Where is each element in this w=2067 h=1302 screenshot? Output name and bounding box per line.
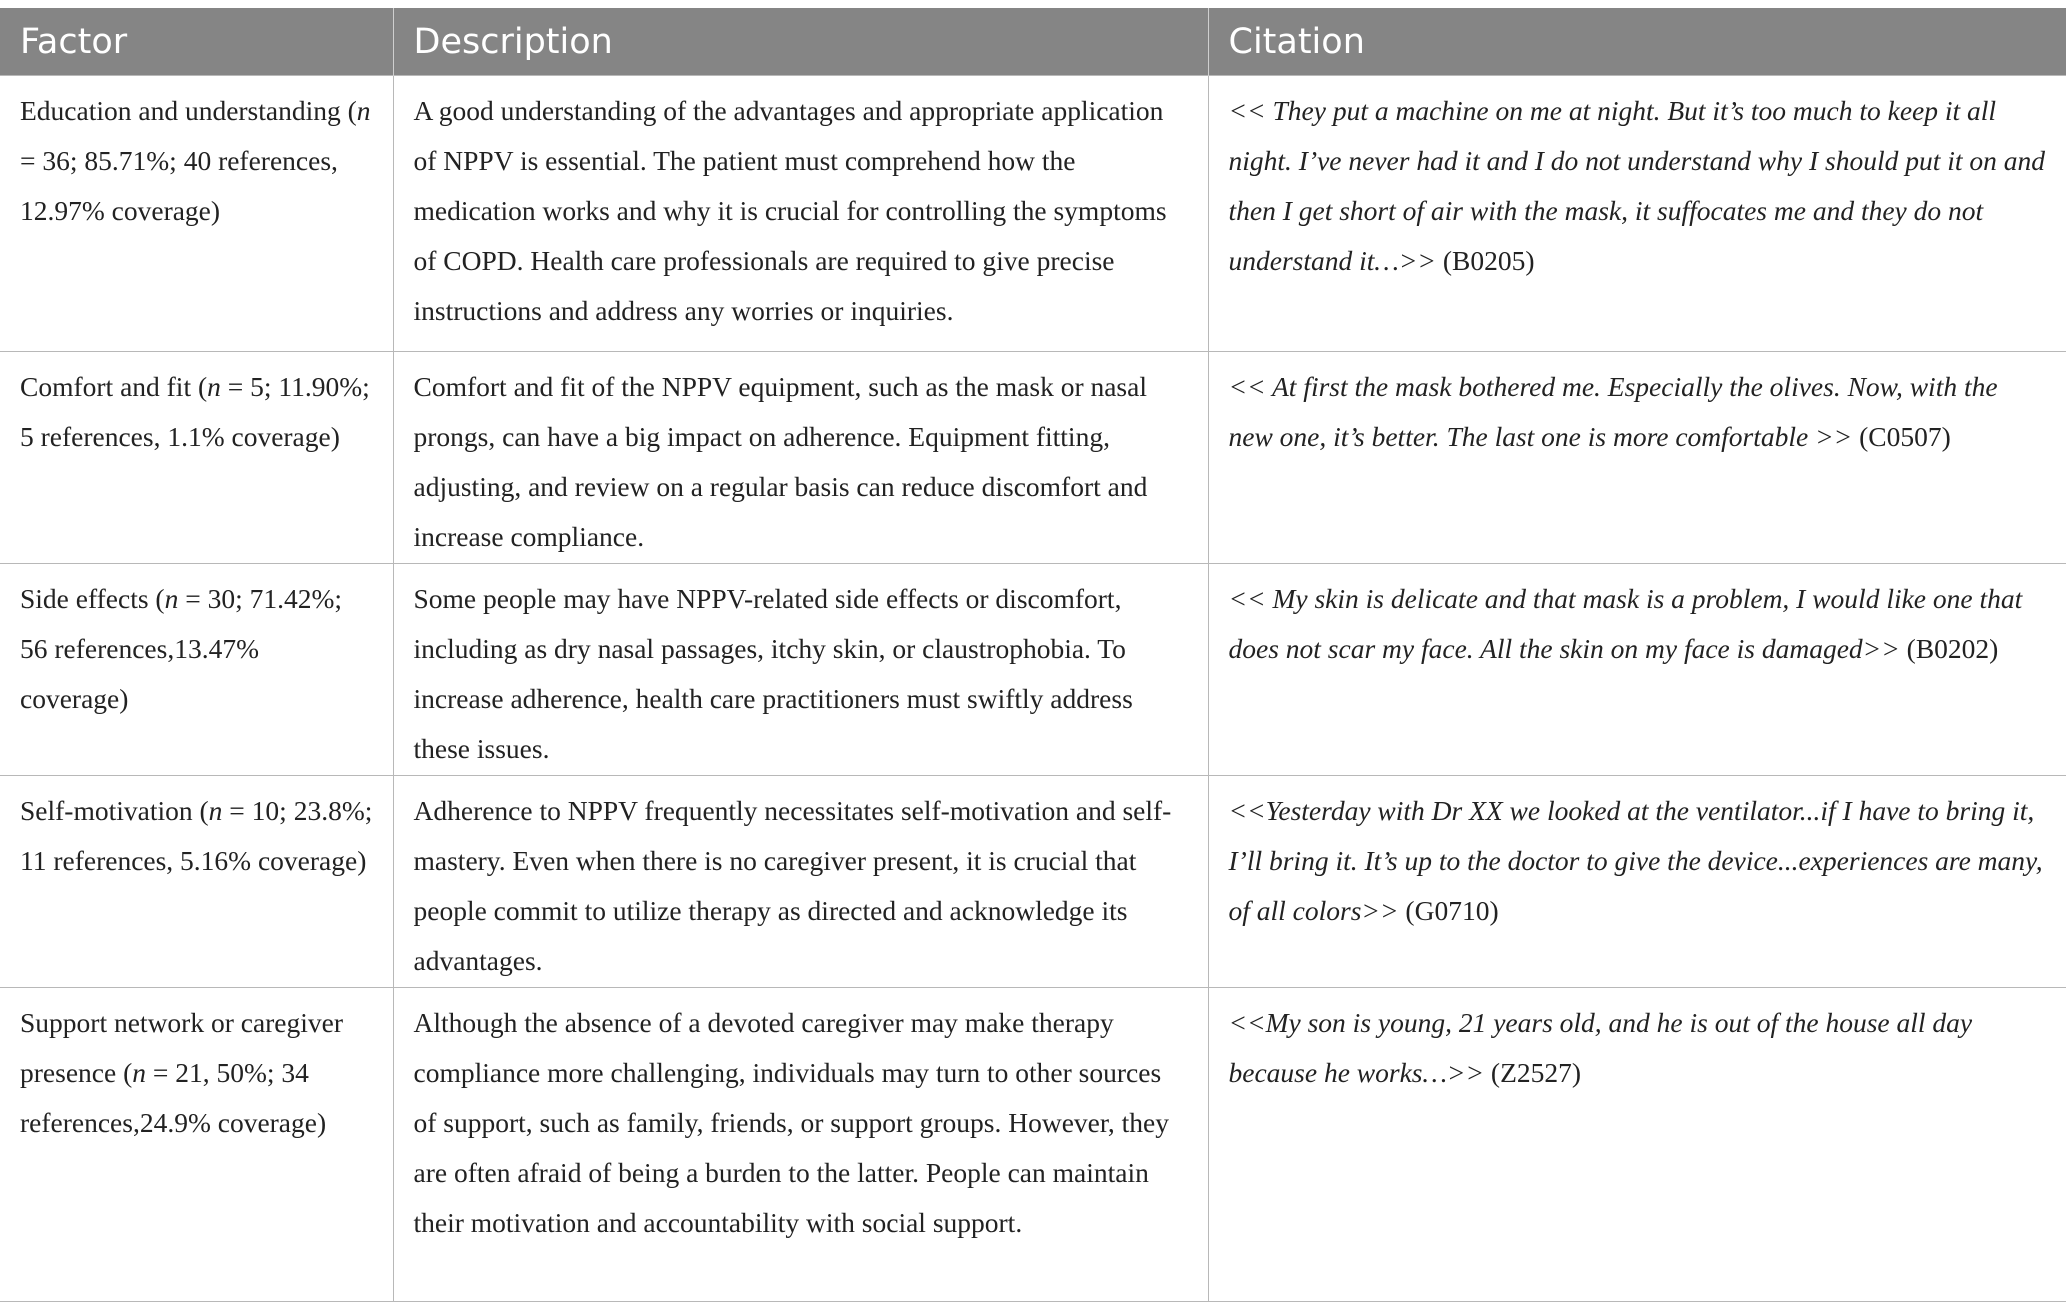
table-body	[0, 76, 2066, 1302]
factor-name: Support network or caregiver presence	[20, 1007, 344, 1088]
citation-ref: (Z2527)	[1484, 1057, 1582, 1088]
table-row	[0, 988, 2066, 1302]
citation-quote: << They put a machine on me at night. But it’s too much to keep it all night. I’ve never had it and I do not understand why I should put it on and then I get short of air with the mask, it suffocates me and they do not understand it…>>	[1228, 95, 2046, 276]
citation-cell	[1208, 352, 2066, 564]
table-row	[0, 564, 2066, 776]
factor-n-symbol: n	[356, 95, 371, 126]
factor-n-symbol: n	[207, 371, 221, 402]
factor-detail: = 5; 11.90%; 5 references, 1.1% coverage)	[20, 371, 370, 452]
description-cell: Adherence to NPPV frequently necessitates self-motivation and self-mastery. Even when there is no caregiver present, it is crucial that people commit to utilize therapy as directed and acknowledge its advantages.	[393, 776, 1208, 988]
description-cell: Although the absence of a devoted caregiver may make therapy compliance more challenging, individuals may turn to other sources of support, such as family, friends, or support groups. However, they are often afraid of being a burden to the latter. People can maintain their motivation and accountability with social support.	[393, 988, 1208, 1302]
factor-cell: Side effects (n = 30; 71.42%; 56 references,13.47% coverage)	[0, 564, 393, 776]
citation-quote: <<My son is young, 21 years old, and he is out of the house all day because he works…>>	[1228, 1007, 1973, 1088]
citation-cell	[1208, 76, 2066, 352]
header-row	[0, 8, 2066, 76]
table-header	[0, 8, 2066, 76]
citation-quote: << My skin is delicate and that mask is a problem, I would like one that does not scar my face. All the skin on my face is damaged>>	[1228, 583, 2023, 664]
header-factor: Factor	[0, 8, 393, 76]
header-citation: Citation	[1208, 8, 2066, 76]
factor-cell: Self-motivation (n = 10; 23.8%; 11 references, 5.16% coverage)	[0, 776, 393, 988]
factors-table	[0, 8, 2066, 1302]
factor-n-symbol: n	[132, 1057, 146, 1088]
table-row	[0, 776, 2066, 988]
citation-cell	[1208, 988, 2066, 1302]
citation-cell	[1208, 776, 2066, 988]
results-table-container	[0, 8, 2066, 1302]
citation-cell	[1208, 564, 2066, 776]
factor-cell: Education and understanding (n = 36; 85.71%; 40 references, 12.97% coverage)	[0, 76, 393, 352]
description-cell: A good understanding of the advantages and appropriate application of NPPV is essential. The patient must comprehend how the medication works and why it is crucial for controlling the symptoms of COPD. Health care professionals are required to give precise instructions and address any worries or inquiries.	[393, 76, 1208, 352]
table-row	[0, 76, 2066, 352]
description-cell: Comfort and fit of the NPPV equipment, such as the mask or nasal prongs, can have a big impact on adherence. Equipment fitting, adjusting, and review on a regular basis can reduce discomfort and increase compliance.	[393, 352, 1208, 564]
factor-detail: = 36; 85.71%; 40 references, 12.97% coverage)	[20, 145, 338, 226]
factor-cell: Support network or caregiver presence (n = 21, 50%; 34 references,24.9% coverage)	[0, 988, 393, 1302]
factor-cell: Comfort and fit (n = 5; 11.90%; 5 references, 1.1% coverage)	[0, 352, 393, 564]
header-description: Description	[393, 8, 1208, 76]
factor-detail: = 30; 71.42%; 56 references,13.47% coverage)	[20, 583, 343, 714]
description-cell: Some people may have NPPV-related side effects or discomfort, including as dry nasal passages, itchy skin, or claustrophobia. To increase adherence, health care practitioners must swiftly address these issues.	[393, 564, 1208, 776]
table-row	[0, 352, 2066, 564]
factor-name: Self-motivation	[20, 795, 193, 826]
factor-n-symbol: n	[208, 795, 223, 826]
citation-quote: << At first the mask bothered me. Especially the olives. Now, with the new one, it’s better. The last one is more comfortable >>	[1228, 371, 1998, 452]
citation-quote: <<Yesterday with Dr XX we looked at the ventilator...if I have to bring it, I’ll bring it. It’s up to the doctor to give the device...experiences are many, of all colors>>	[1228, 795, 2043, 926]
citation-ref: (C0507)	[1852, 421, 1951, 452]
factor-detail: = 10; 23.8%; 11 references, 5.16% coverage)	[20, 795, 373, 876]
citation-ref: (G0710)	[1398, 895, 1499, 926]
factor-detail: = 21, 50%; 34 references,24.9% coverage)	[20, 1057, 327, 1138]
factor-name: Side effects	[20, 583, 149, 614]
factor-name: Comfort and fit	[20, 371, 192, 402]
citation-ref: (B0202)	[1899, 633, 1999, 664]
factor-name: Education and understanding	[20, 95, 341, 126]
factor-n-symbol: n	[164, 583, 179, 614]
citation-ref: (B0205)	[1435, 245, 1535, 276]
